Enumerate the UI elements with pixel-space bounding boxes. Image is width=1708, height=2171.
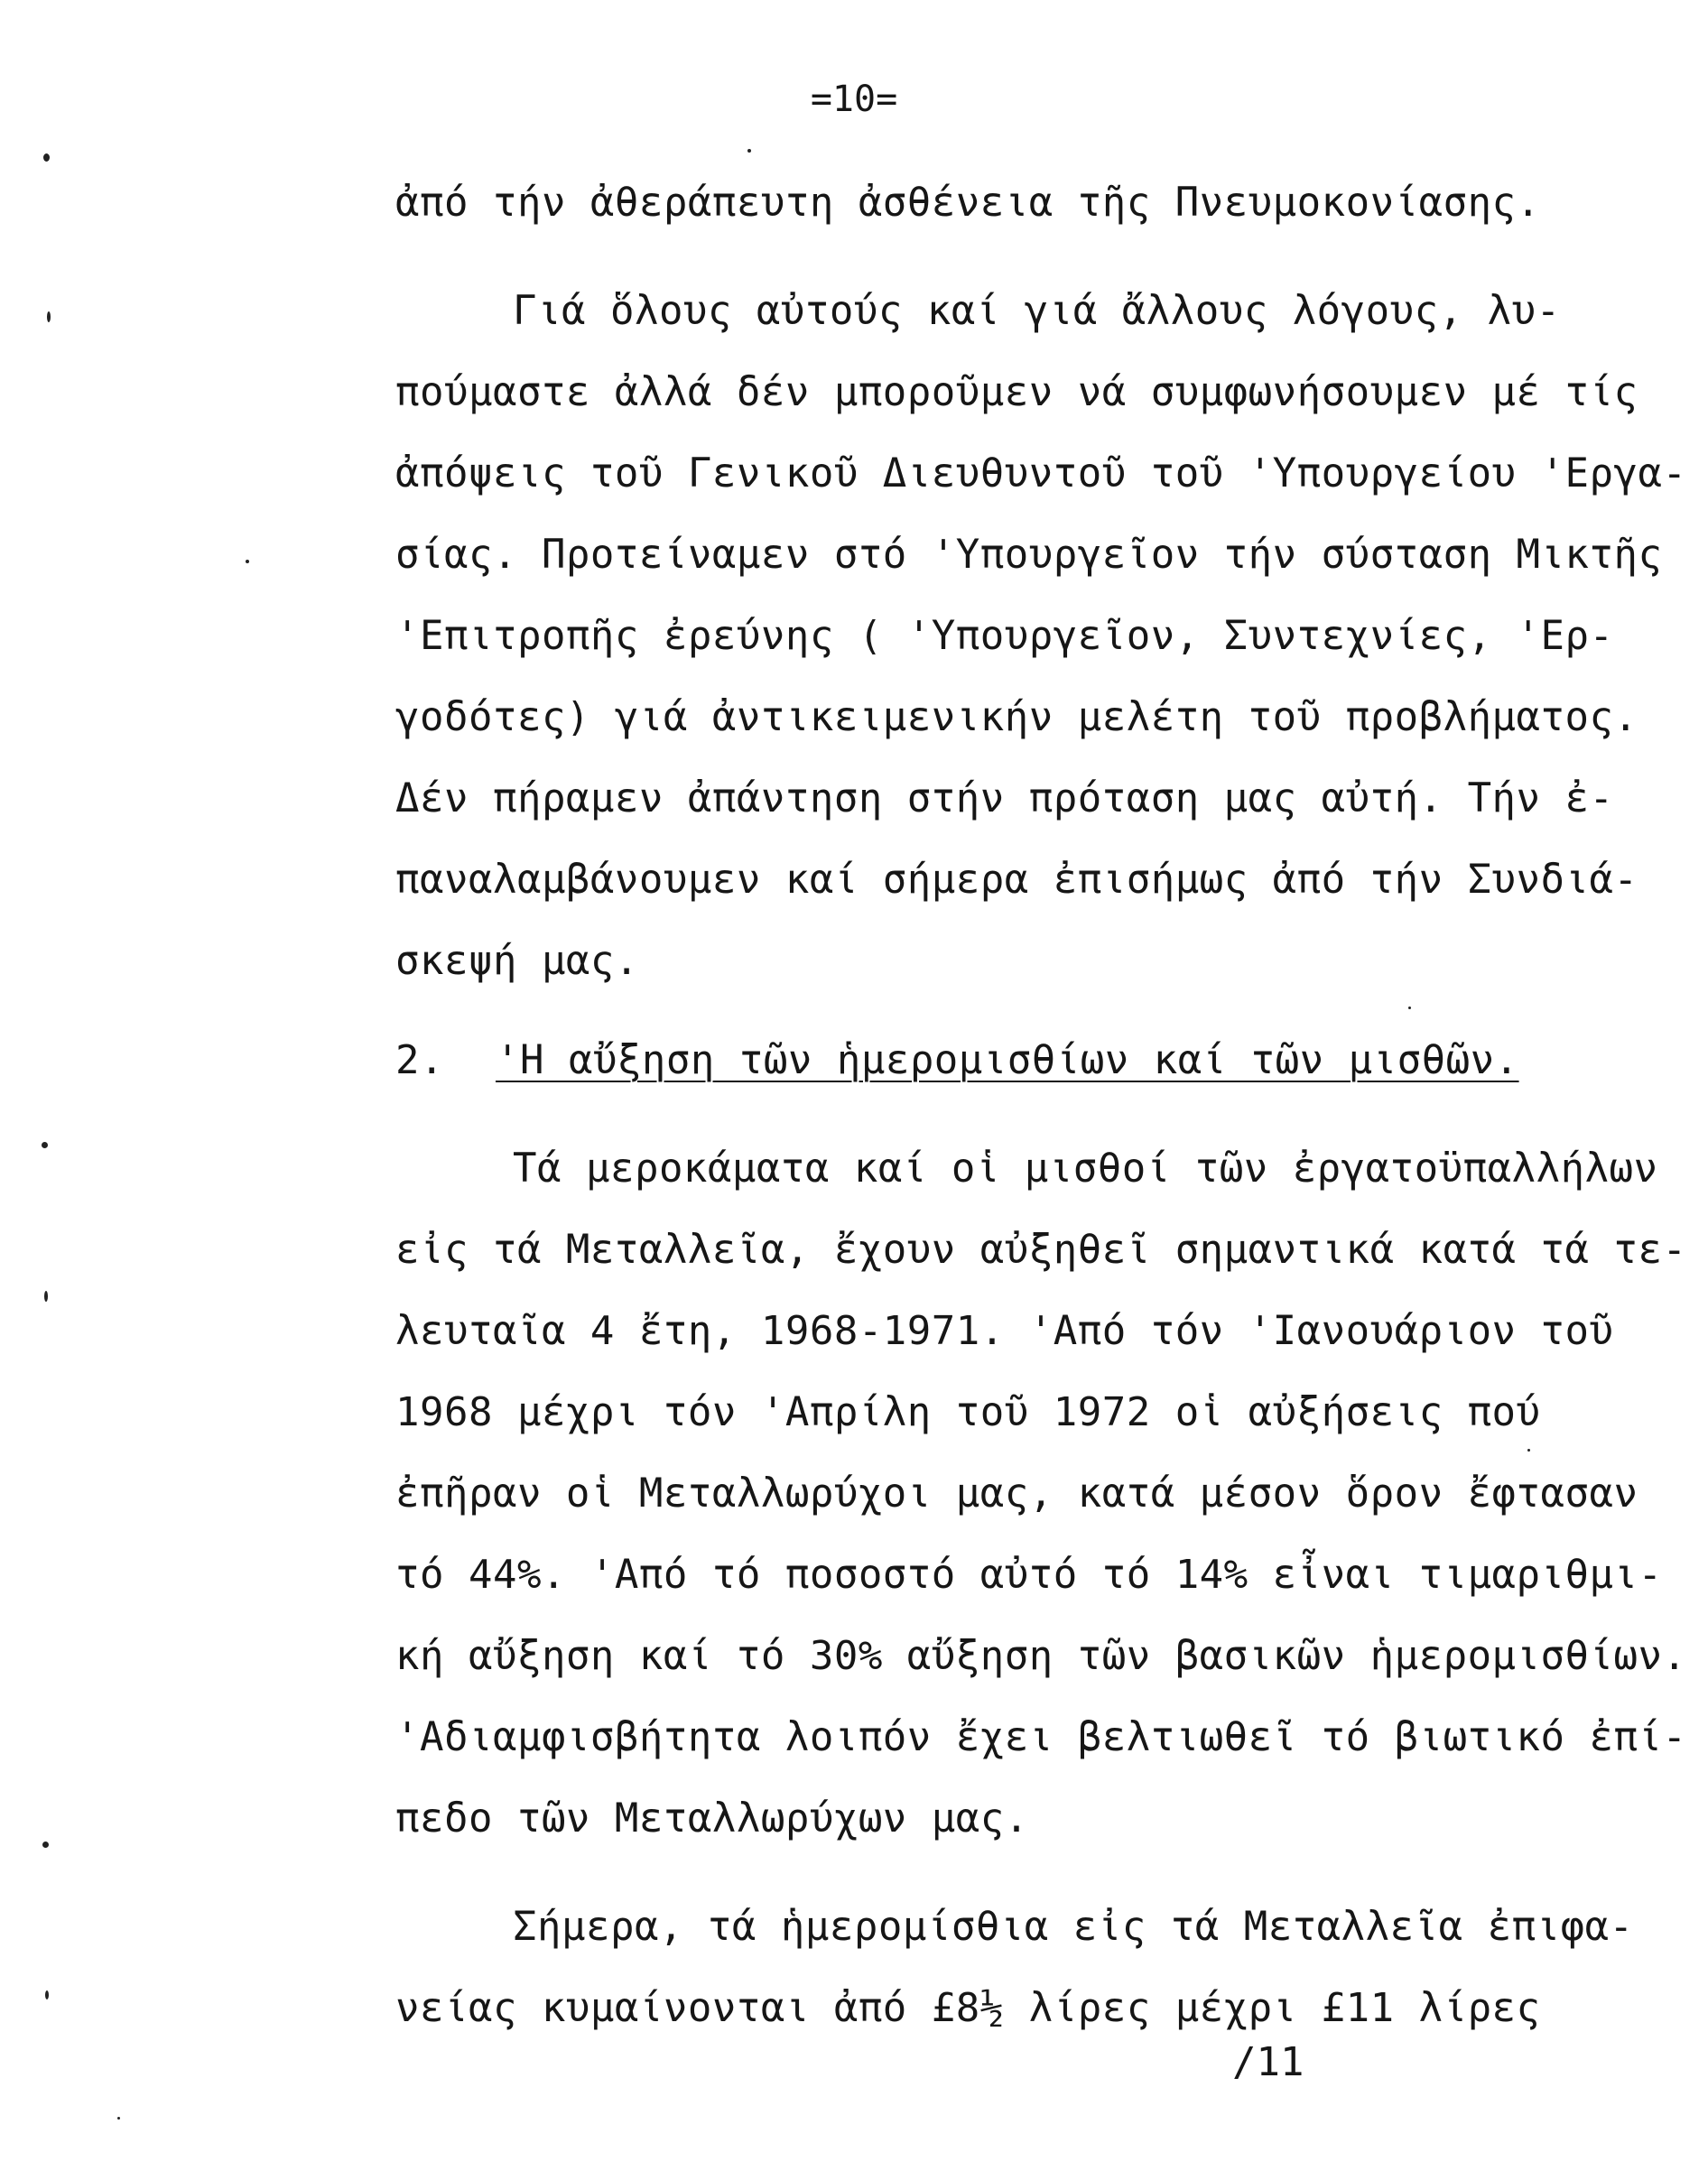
section-number: 2. <box>395 1037 444 1083</box>
scan-speck <box>45 1990 49 1999</box>
text-line: 1968 μέχρι τόν 'Απρίλη τοῦ 1972 οἱ αὐξήσεις πού <box>395 1389 1541 1435</box>
text-line: σκεψή μας. <box>395 938 639 984</box>
text-line: 'Αδιαμφισβήτητα λοιπόν ἔχει βελτιωθεῖ τό βιωτικό ἐπί- <box>395 1714 1687 1760</box>
text-line: ἀπό τήν ἀθεράπευτη ἀσθένεια τῆς Πνευμοκονίασης. <box>395 180 1541 226</box>
scan-speck <box>47 311 51 322</box>
text-line: πεδο τῶν Μεταλλωρύχων μας. <box>395 1795 1029 1842</box>
scan-speck <box>747 149 751 153</box>
text-line: 'Επιτροπῆς ἐρεύνης ( 'Υπουργεῖον, Συντεχνίες, 'Ερ- <box>395 613 1614 659</box>
scan-speck <box>117 2117 120 2120</box>
text-line: σίας. Προτείναμεν στό 'Υπουργεῖον τήν σύσταση Μικτῆς <box>395 532 1663 578</box>
scan-speck <box>246 560 249 563</box>
text-line: νείας κυμαίνονται ἀπό £8½ λίρες μέχρι £11 λίρες <box>395 1985 1541 2031</box>
text-line: ἀπόψεις τοῦ Γενικοῦ Διευθυντοῦ τοῦ 'Υπουργείου 'Εργα- <box>395 450 1687 496</box>
page-number: =10= <box>810 79 898 120</box>
text-line: λευταῖα 4 ἔτη, 1968-1971. 'Από τόν 'Ιανουάριον τοῦ <box>395 1308 1614 1354</box>
text-line: πούμαστε ἀλλά δέν μποροῦμεν νά συμφωνήσουμεν μέ τίς <box>395 369 1638 415</box>
scan-speck <box>43 153 50 162</box>
scan-speck <box>42 1142 48 1148</box>
text-line: κή αὔξηση καί τό 30% αὔξηση τῶν βασικῶν ἡμερομισθίων. <box>395 1633 1687 1679</box>
section-title: 'Η αὔξηση τῶν ἡμερομισθίων καί τῶν μισθῶν. <box>495 1037 1519 1083</box>
text-line: εἰς τά Μεταλλεῖα, ἔχουν αὐξηθεῖ σημαντικά κατά τά τε- <box>395 1227 1687 1273</box>
paragraph-start-line: Γιά ὅλους αὐτούς καί γιά ἄλλους λόγους, λυ- <box>513 288 1561 334</box>
text-line: γοδότες) γιά ἀντικειμενικήν μελέτη τοῦ προβλήματος. <box>395 694 1638 740</box>
text-line: τό 44%. 'Από τό ποσοστό αὐτό τό 14% εἶναι τιμαριθμι- <box>395 1552 1663 1598</box>
paragraph-start-line: Σήμερα, τά ἡμερομίσθια εἰς τά Μεταλλεῖα ἐπιφα- <box>513 1904 1634 1950</box>
text-line: παναλαμβάνουμεν καί σήμερα ἐπισήμως ἀπό τήν Συνδιά- <box>395 857 1638 903</box>
scan-speck <box>42 1842 49 1848</box>
scan-speck <box>1527 1449 1530 1452</box>
scan-speck <box>1408 1007 1411 1009</box>
text-line: ἐπῆραν οἱ Μεταλλωρύχοι μας, κατά μέσον ὅρον ἔφτασαν <box>395 1471 1638 1517</box>
continuation-marker: /11 <box>1232 2039 1304 2085</box>
text-line: Δέν πήραμεν ἀπάντηση στήν πρόταση μας αὐτή. Τήν ἐ- <box>395 775 1614 821</box>
paragraph-start-line: Τά μεροκάματα καί οἱ μισθοί τῶν ἐργατοϋπαλλήλων <box>513 1146 1658 1192</box>
scan-speck <box>44 1291 48 1302</box>
section-heading <box>395 1034 1605 1088</box>
